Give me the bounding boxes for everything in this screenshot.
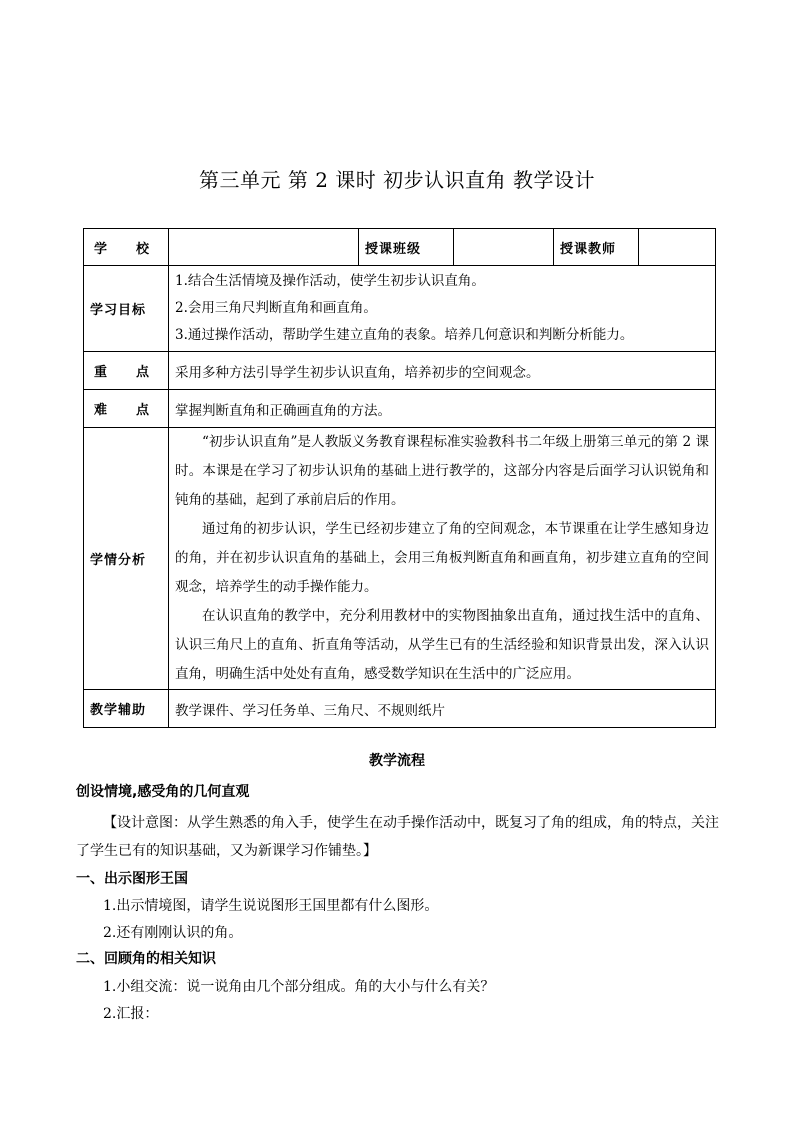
difficulty-row [84, 390, 716, 428]
aids-text: 教学课件、学习任务单、三角尺、不规则纸片 [169, 690, 716, 728]
goal-item: 1.结合生活情境及操作活动，使学生初步认识直角。 [175, 273, 485, 289]
design-intent-line-1: 【设计意图：从学生熟悉的角入手，使学生在动手操作活动中，既复习了角的组成，角的特点，关注 [103, 815, 719, 831]
key-point-text: 采用多种方法引导学生初步认识直角，培养初步的空间观念。 [169, 352, 716, 390]
school-row [84, 229, 716, 266]
part1-title: 一、出示图形王国 [76, 871, 188, 887]
analysis-cell [169, 428, 716, 690]
lesson-info-table [83, 228, 716, 728]
analysis-label: 学情分析 [84, 428, 169, 690]
school-label-char-1: 学 [94, 241, 109, 257]
key-label-char-2: 点 [135, 365, 150, 380]
aids-label: 教学辅助 [84, 690, 169, 728]
difficulty-text: 掌握判断直角和正确画直角的方法。 [169, 390, 716, 428]
teacher-value [639, 229, 716, 266]
analysis-paragraph: 通过角的初步认识，学生已经初步建立了角的空间观念，本节课重在让学生感知身边的角，并在初步认识直角的基础上，会用三角板判断直角和画直角，初步建立直角的空间观念，培养学生的动手操作能力。 [175, 521, 709, 595]
analysis-paragraph: “初步认识直角”是人教版义务教育课程标准实验教科书二年级上册第三单元的第 2 课时。本课是在学习了初步认识角的基础上进行教学的，这部分内容是后面学习认识锐角和钝角的基础，起到了承前启后的作用。 [175, 434, 709, 508]
part1-item: 2.还有刚刚认识的角。 [103, 925, 243, 941]
section-title: 创设情境,感受角的几何直观 [76, 784, 250, 800]
part1-item: 1.出示情境图，请学生说说图形王国里都有什么图形。 [103, 898, 439, 914]
difficulty-label-char-2: 点 [135, 403, 150, 418]
goal-item: 2.会用三角尺判断直角和画直角。 [175, 300, 377, 316]
teacher-label: 授课教师 [554, 229, 639, 266]
school-label-cell [84, 229, 169, 266]
part2-item: 2.汇报： [103, 1006, 159, 1022]
class-value [454, 229, 554, 266]
goals-label: 学习目标 [84, 266, 169, 352]
goals-cell [169, 266, 716, 352]
key-point-row [84, 352, 716, 390]
key-label-char-1: 重 [94, 365, 109, 380]
school-label-char-2: 校 [135, 241, 150, 257]
key-label-cell [84, 352, 169, 390]
part2-title: 二、回顾角的相关知识 [76, 951, 216, 967]
class-label: 授课班级 [359, 229, 454, 266]
flow-heading: 教学流程 [369, 753, 425, 769]
school-value [169, 229, 359, 266]
design-intent-line-2: 了学生已有的知识基础，又为新课学习作铺垫。】 [76, 843, 377, 859]
goal-item: 3.通过操作活动，帮助学生建立直角的表象。培养几何意识和判断分析能力。 [175, 327, 634, 343]
aids-row [84, 690, 716, 728]
goals-row [84, 266, 716, 352]
difficulty-label-char-1: 难 [94, 403, 109, 418]
document-title: 第三单元 第 2 课时 初步认识直角 教学设计 [198, 168, 595, 192]
analysis-paragraph: 在认识直角的教学中，充分利用教材中的实物图抽象出直角，通过找生活中的直角、认识三角尺上的直角、折直角等活动，从学生已有的生活经验和知识背景出发，深入认识直角，明确生活中处处有直角，感受数学知识在生活中的广泛应用。 [175, 608, 709, 682]
difficulty-label-cell [84, 390, 169, 428]
part2-item: 1.小组交流：说一说角由几个部分组成。角的大小与什么有关？ [103, 979, 495, 995]
analysis-row [84, 428, 716, 690]
